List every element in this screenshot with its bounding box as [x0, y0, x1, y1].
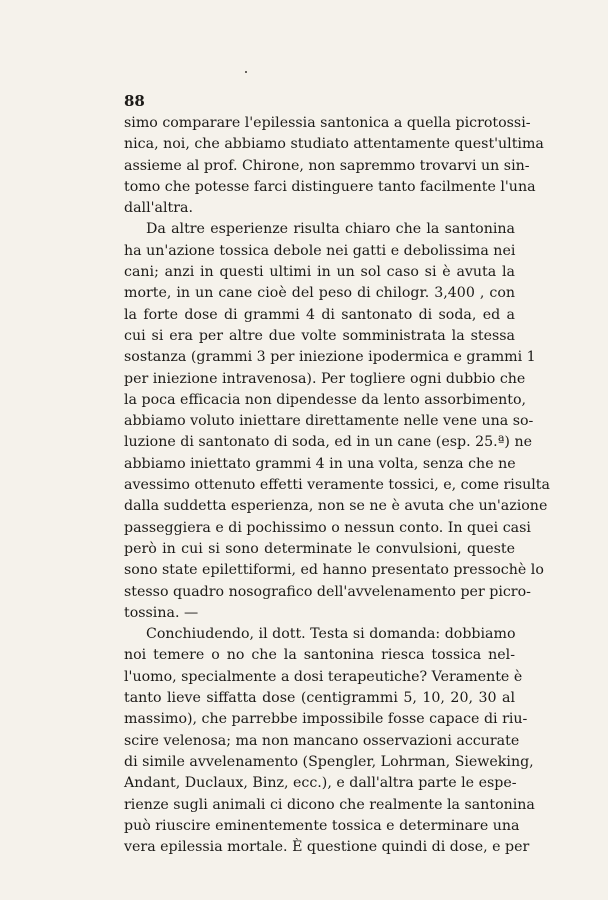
text-line: tossina. —: [124, 604, 199, 621]
text-line: vera epilessia mortale. È questione quindi di dose, e per: [124, 839, 530, 856]
text-line: dalla suddetta esperienza, non se ne è avuta che un'azione: [124, 498, 548, 515]
text-line: stesso quadro nosografico dell'avvelenamento per picro-: [124, 583, 531, 600]
body-text: [124, 113, 550, 858]
text-line: cui si era per altre due volte somministrata la stessa: [124, 327, 515, 344]
ink-speck: [245, 71, 247, 73]
text-line: Andant, Duclaux, Binz, ecc.), e dall'altra parte le espe-: [124, 775, 517, 792]
text-line: Da altre esperienze risulta chiaro che la santonina: [146, 221, 515, 238]
text-line: cani; anzi in questi ultimi in un sol caso si è avuta la: [124, 264, 515, 281]
text-line: sono state epilettiformi, ed hanno presentato pressochè lo: [124, 562, 544, 579]
text-line: simo comparare l'epilessia santonica a quella picrotossi-: [124, 115, 531, 131]
text-line: può riuscire eminentemente tossica e determinare una: [124, 817, 520, 834]
text-line: passeggiera e di pochissimo o nessun conto. In quei casi: [124, 519, 531, 536]
text-line: dall'altra.: [124, 200, 193, 217]
text-line: sostanza (grammi 3 per iniezione ipodermica e grammi 1: [124, 349, 536, 366]
text-line: l'uomo, specialmente a dosi terapeutiche? Veramente è: [124, 668, 523, 685]
text-line: noi temere o no che la santonina riesca tossica nel-: [124, 647, 515, 664]
page-number: 88: [124, 92, 145, 110]
text-line: luzione di santonato di soda, ed in un cane (esp. 25.ª) ne: [124, 434, 532, 451]
text-line: morte, in un cane cioè del peso di chilogr. 3,400 , con: [124, 285, 515, 302]
text-line: rienze sugli animali ci dicono che realmente la santonina: [124, 796, 535, 813]
text-line: tanto lieve siffatta dose (centigrammi 5, 10, 20, 30 al: [124, 690, 515, 707]
text-line: la forte dose di grammi 4 di santonato di soda, ed a: [124, 306, 515, 323]
text-line: assieme al prof. Chirone, non sapremmo trovarvi un sin-: [124, 157, 530, 174]
text-line: tomo che potesse farci distinguere tanto facilmente l'una: [124, 178, 536, 195]
text-line: scire velenosa; ma non mancano osservazioni accurate: [124, 732, 520, 749]
text-line: massimo), che parrebbe impossibile fosse capace di riu-: [124, 711, 528, 728]
text-line: per iniezione intravenosa). Per togliere ogni dubbio che: [124, 370, 526, 387]
text-line: nica, noi, che abbiamo studiato attentamente quest'ultima: [124, 136, 544, 153]
text-line: la poca efficacia non dipendesse da lento assorbimento,: [124, 391, 526, 408]
text-line: Conchiudendo, il dott. Testa si domanda: dobbiamo: [146, 626, 516, 643]
text-line: ha un'azione tossica debole nei gatti e debolissima nei: [124, 242, 516, 259]
text-line: abbiamo iniettato grammi 4 in una volta, senza che ne: [124, 455, 516, 472]
text-line: di simile avvelenamento (Spengler, Lohrman, Sieweking,: [124, 753, 534, 770]
text-line: avessimo ottenuto effetti veramente tossici, e, come risulta: [124, 477, 550, 494]
text-line: abbiamo voluto iniettare direttamente nelle vene una so-: [124, 413, 534, 430]
text-line: però in cui si sono determinate le convulsioni, queste: [124, 540, 515, 557]
